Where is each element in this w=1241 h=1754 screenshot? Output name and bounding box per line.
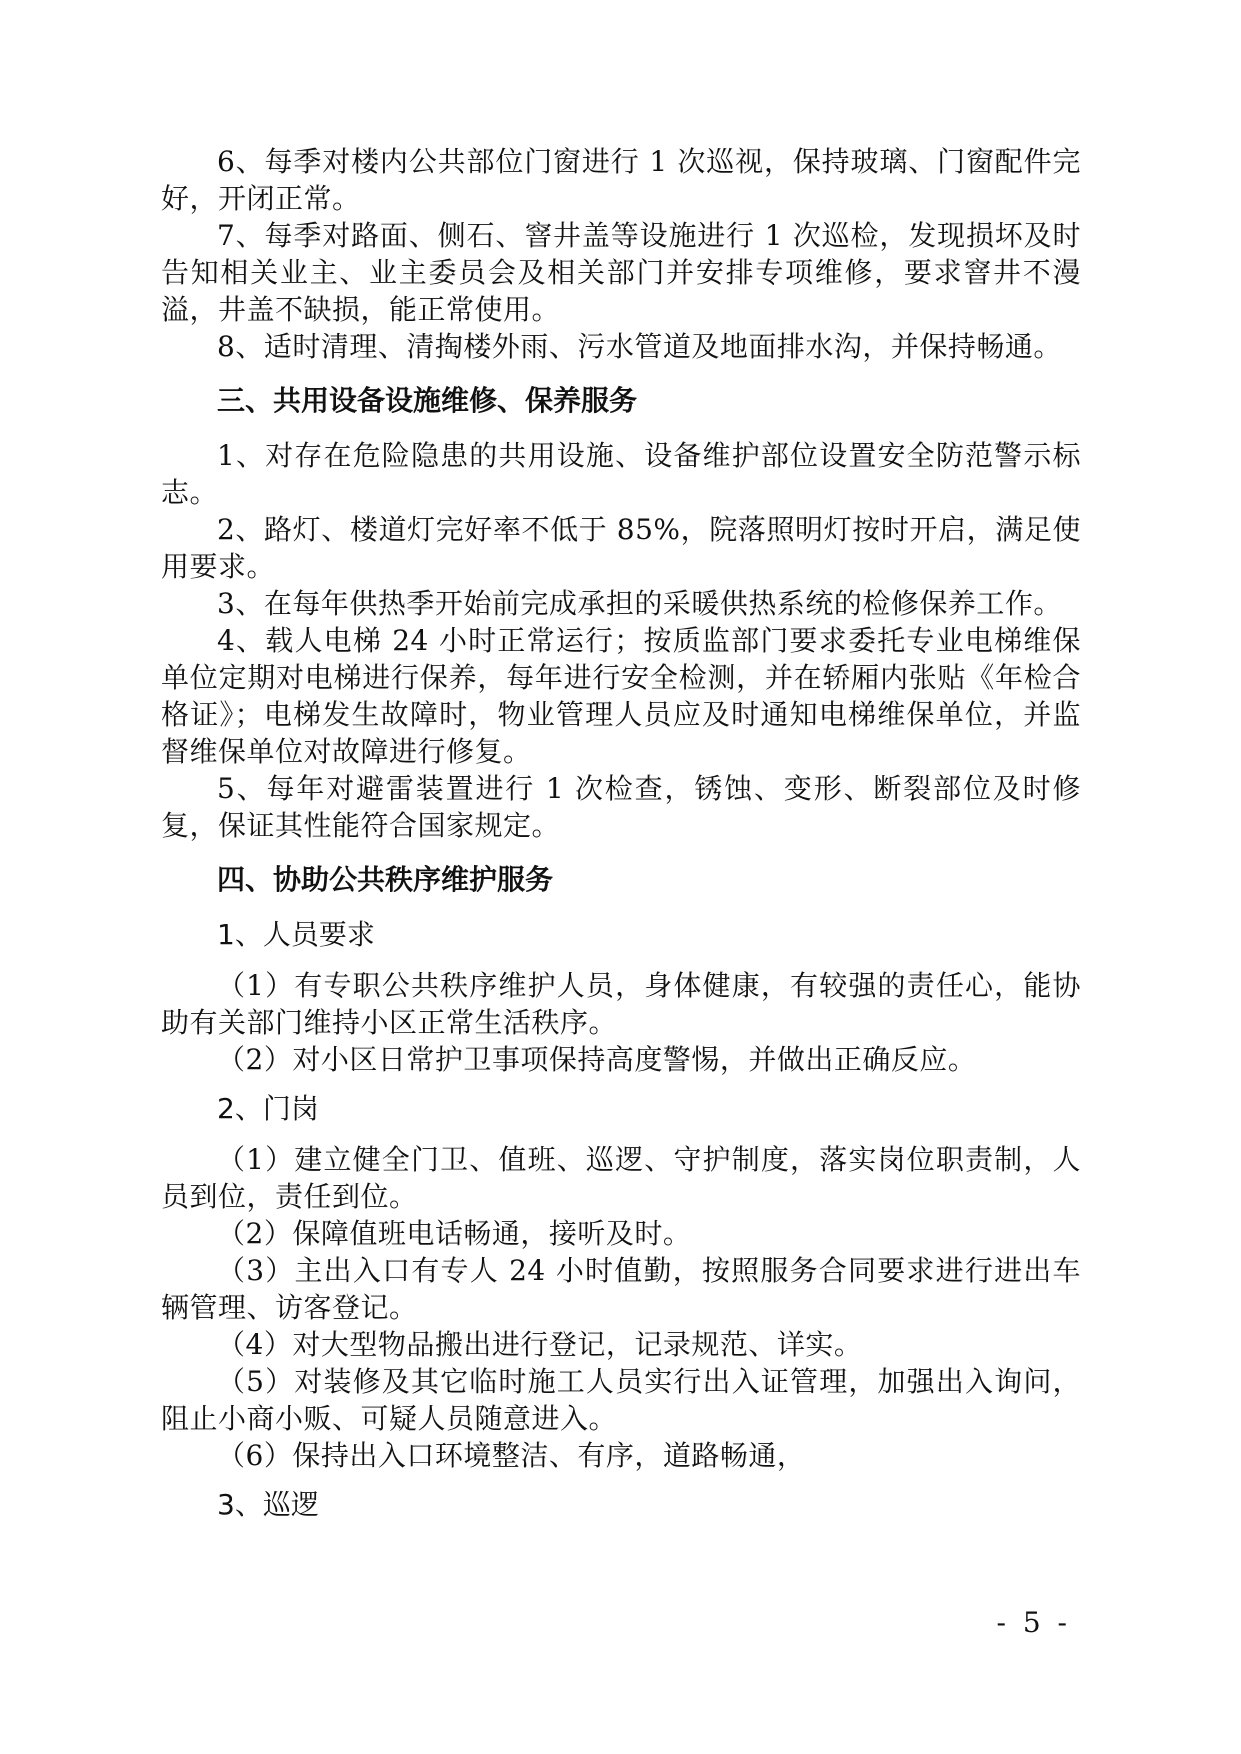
paragraph-s3-item-2: 2、路灯、楼道灯完好率不低于 85%，院落照明灯按时开启，满足使用要求。 <box>161 513 1081 583</box>
paragraph-s4-2-item-2: （2）保障值班电话畅通，接听及时。 <box>217 1217 692 1250</box>
paragraph-s4-1-item-2: （2）对小区日常护卫事项保持高度警惕，并做出正确反应。 <box>217 1043 977 1076</box>
paragraph-s4-2-item-6: （6）保持出入口环境整洁、有序，道路畅通， <box>217 1439 806 1472</box>
paragraph-s3-item-3: 3、在每年供热季开始前完成承担的采暖供热系统的检修保养工作。 <box>217 587 1062 620</box>
paragraph-item-8: 8、适时清理、清掏楼外雨、污水管道及地面排水沟，并保持畅通。 <box>217 330 1062 363</box>
page-number: - 5 - <box>996 1606 1071 1639</box>
page-content <box>161 143 1081 1537</box>
paragraph-item-6: 6、每季对楼内公共部位门窗进行 1 次巡视，保持玻璃、门窗配件完好，开闭正常。 <box>161 145 1081 215</box>
paragraph-s3-item-1: 1、对存在危险隐患的共用设施、设备维护部位设置安全防范警示标志。 <box>161 439 1081 509</box>
paragraph-s4-2-item-4: （4）对大型物品搬出进行登记，记录规范、详实。 <box>217 1328 863 1361</box>
paragraph-item-7: 7、每季对路面、侧石、窨井盖等设施进行 1 次巡检，发现损坏及时告知相关业主、业主委员会及相关部门并安排专项维修，要求窨井不漫溢，井盖不缺损，能正常使用。 <box>161 219 1081 326</box>
subsection-title-3: 3、巡逻 <box>217 1488 319 1521</box>
section-heading-4: 四、协助公共秩序维护服务 <box>217 863 554 896</box>
paragraph-s3-item-5: 5、每年对避雷装置进行 1 次检查，锈蚀、变形、断裂部位及时修复，保证其性能符合国家规定。 <box>161 772 1081 842</box>
section-heading-3: 三、共用设备设施维修、保养服务 <box>217 384 638 417</box>
paragraph-s4-2-item-5: （5）对装修及其它临时施工人员实行出入证管理，加强出入询问，阻止小商小贩、可疑人员随意进入。 <box>161 1365 1081 1435</box>
paragraph-s4-2-item-3: （3）主出入口有专人 24 小时值勤，按照服务合同要求进行进出车辆管理、访客登记。 <box>161 1254 1081 1324</box>
paragraph-s3-item-4: 4、载人电梯 24 小时正常运行；按质监部门要求委托专业电梯维保单位定期对电梯进行保养，每年进行安全检测，并在轿厢内张贴《年检合格证》；电梯发生故障时，物业管理人员应及时通知电梯维保单位，并监督维保单位对故障进行修复。 <box>161 624 1081 768</box>
subsection-title-1: 1、人员要求 <box>217 918 375 951</box>
paragraph-s4-1-item-1: （1）有专职公共秩序维护人员，身体健康，有较强的责任心，能协助有关部门维持小区正常生活秩序。 <box>161 969 1081 1039</box>
subsection-title-2: 2、门岗 <box>217 1092 319 1125</box>
paragraph-s4-2-item-1: （1）建立健全门卫、值班、巡逻、守护制度，落实岗位职责制，人员到位，责任到位。 <box>161 1143 1081 1213</box>
